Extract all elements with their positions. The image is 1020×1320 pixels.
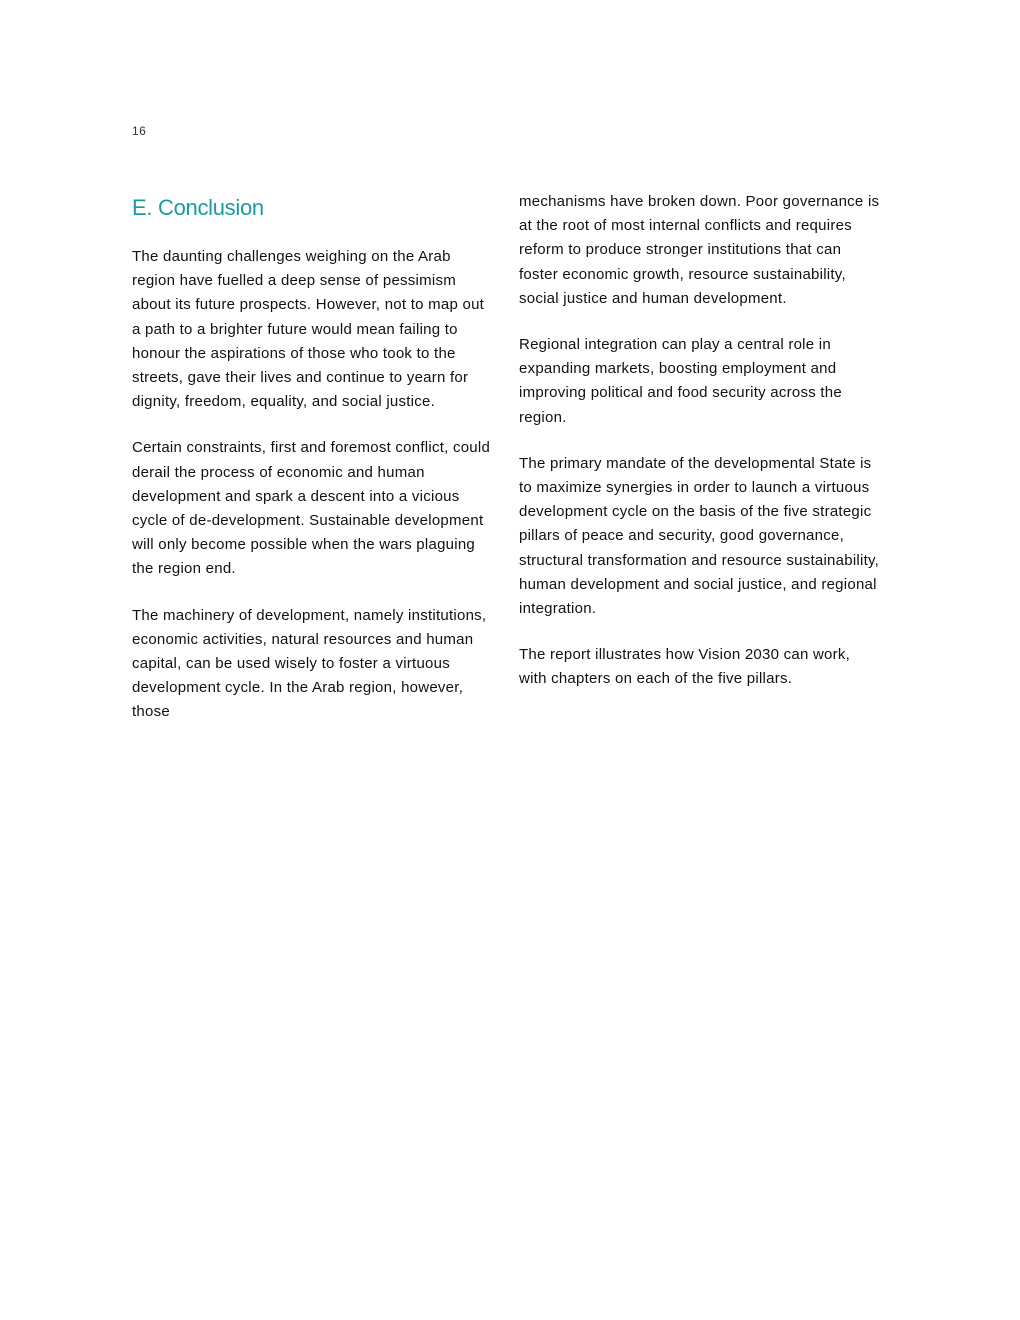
page-number: 16 <box>132 124 147 138</box>
paragraph-developmental-state: The primary mandate of the developmental State is to maximize synergies in order to launch a virtuous development cycle on the basis of the five strategic pillars of peace and security, good governance, structural transformation and resource sustainability, human development and social justice, and regional integration. <box>519 454 880 618</box>
paragraph-vision-2030: The report illustrates how Vision 2030 can work, with chapters on each of the five pillars. <box>519 646 851 688</box>
paragraph-pessimism: The daunting challenges weighing on the Arab region have fuelled a deep sense of pessimism about its future prospects. However, not to map out a path to a brighter future would mean failing to honour the aspirations of those who took to the streets, gave their lives and continue to yearn for dignity, freedom, equality, and social justice. <box>132 248 485 411</box>
paragraph-governance: mechanisms have broken down. Poor governance is at the root of most internal conflicts and requires reform to produce stronger institutions that can foster economic growth, resource sustainability, social justice and human development. <box>519 193 880 307</box>
paragraph-machinery: The machinery of development, namely institutions, economic activities, natural resources and human capital, can be used wisely to foster a virtuous development cycle. In the Arab region, however, those <box>132 606 487 721</box>
left-column <box>132 196 494 747</box>
paragraph-regional-integration: Regional integration can play a central role in expanding markets, boosting employment and improving political and food security across the region. <box>519 336 842 426</box>
paragraph-constraints: Certain constraints, first and foremost conflict, could derail the process of economic and human development and spark a descent into a vicious cycle of de-development. Sustainable development will only become possible when the wars plaguing the region end. <box>132 439 491 578</box>
right-column <box>519 193 881 714</box>
section-heading: E. Conclusion <box>132 195 264 220</box>
